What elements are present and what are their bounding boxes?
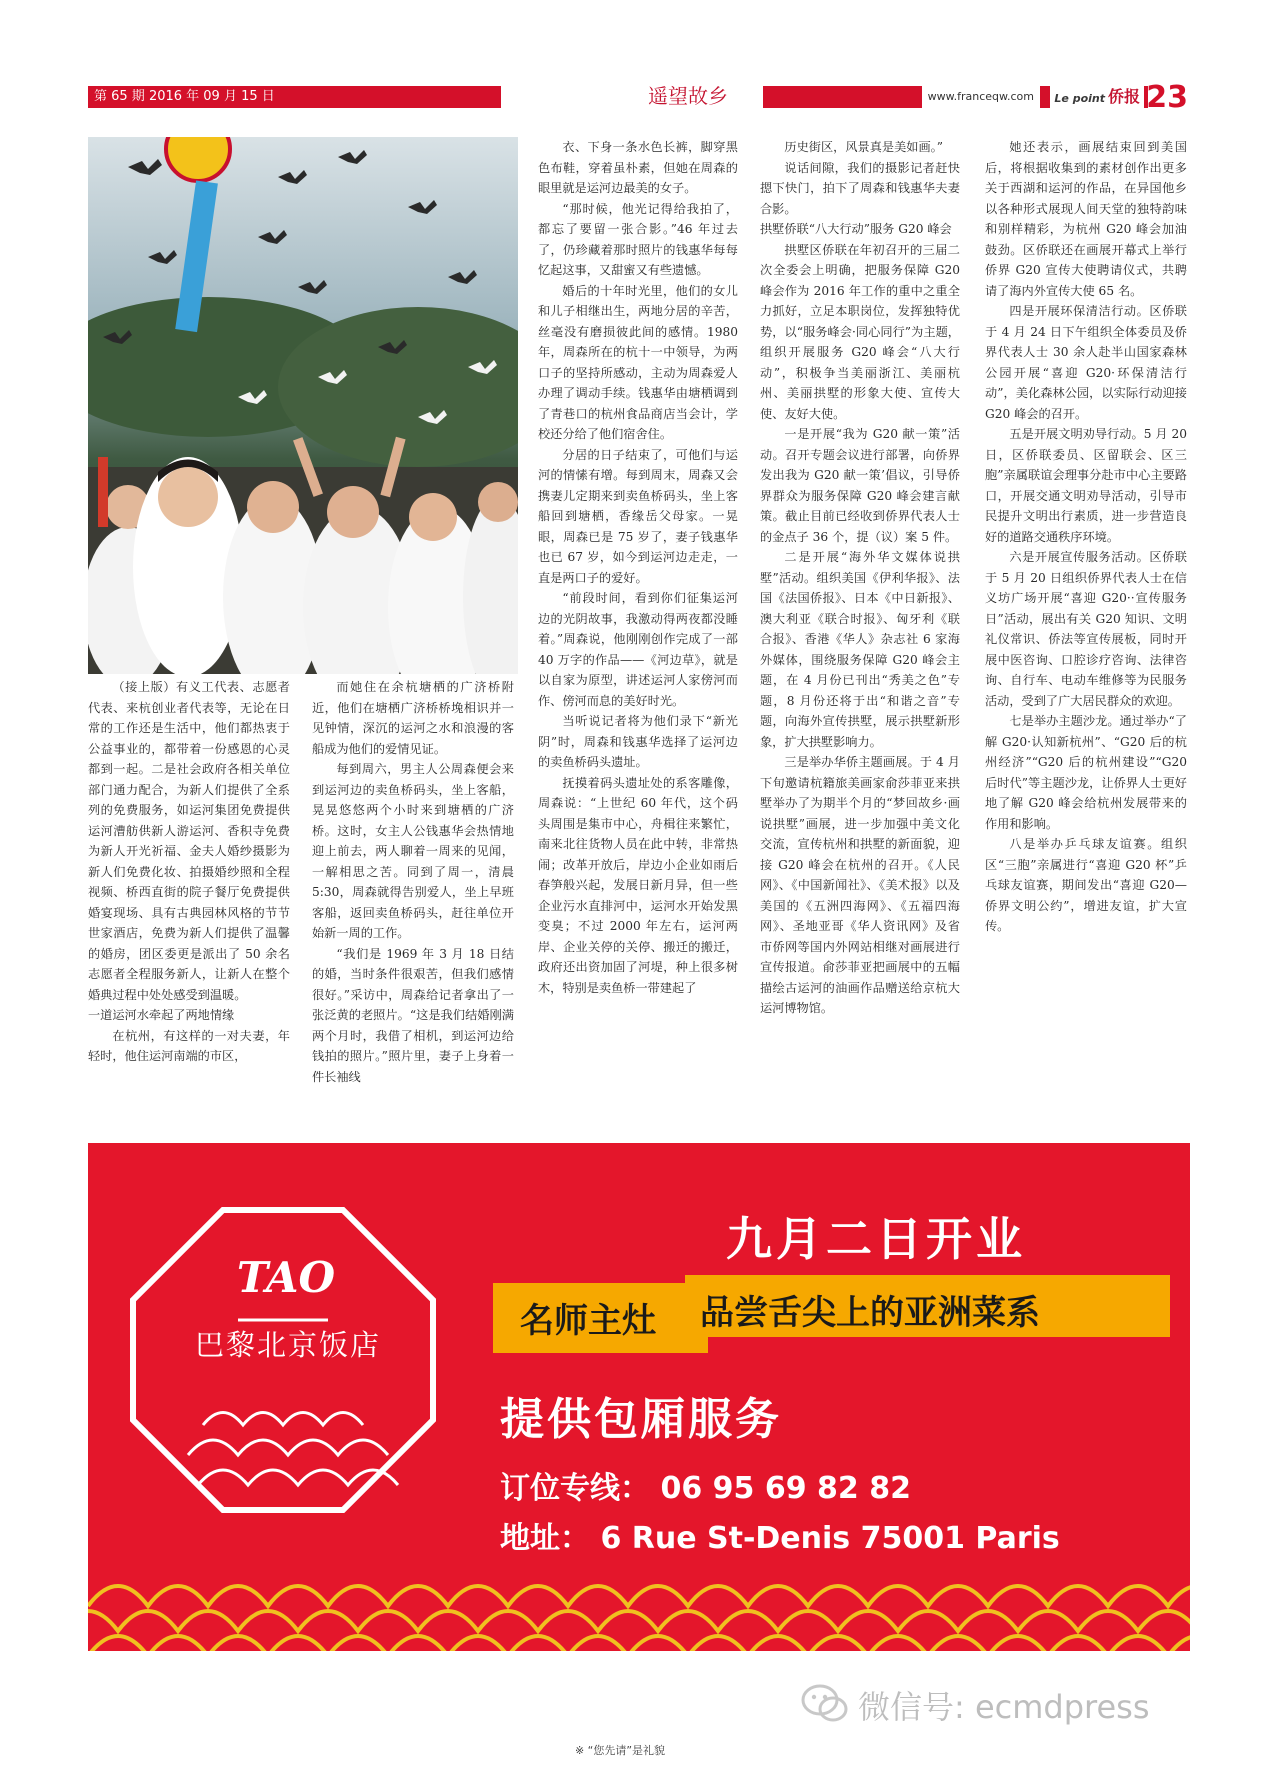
private-room-service: 提供包厢服务 bbox=[500, 1394, 782, 1445]
paragraph: 二是开展“海外华文媒体说拱墅”活动。组织美国《伊利华报》、法国《法国侨报》、日本《中日新报》、澳大利亚《联合时报》、匈牙利《联合报》、香港《华人》杂志社 6 家海外媒体，围绕服务保障 G20 峰会主题，在 4 月份已刊出“秀美之色”专题，8 月份还将于出“和谐之音”专题，向海外宣传拱墅，展示拱墅新形象，扩大拱墅影响力。 bbox=[760, 550, 960, 749]
crowd-releasing-doves-image bbox=[88, 137, 518, 674]
paragraph: 八是举办乒乓球友谊赛。组织区“三胞”亲属进行“喜迎 G20 杯”乒乓球友谊赛，期间发出“喜迎 G20—侨界文明公约”，增进友谊，扩大宣传。 bbox=[985, 837, 1187, 933]
restaurant-advertisement bbox=[88, 1143, 1190, 1651]
article-column-5 bbox=[985, 137, 1187, 937]
paragraph: 五是开展文明劝导行动。5 月 20 日，区侨联委员、区留联会、区三胞”亲属联谊会理事分赴市中心主要路口，开展交通文明劝导活动，引导市民提升文明出行素质，进一步营造良好的道路交通秩序环境。 bbox=[985, 427, 1187, 544]
page-header bbox=[88, 80, 1188, 115]
paragraph: 分居的日子结束了，可他们与运河的情愫有增。每到周末，周森又会携妻儿定期来到卖鱼桥码头，坐上客船回到塘栖，香缘岳父母家。一晃眼，周森已是 75 岁了，妻子钱惠华也已 67 岁，如今到运河边走走，一直是两口子的爱好。 bbox=[538, 447, 738, 585]
restaurant-name: 巴黎北京饭店 bbox=[194, 1328, 381, 1362]
opening-date-headline: 九月二日开业 bbox=[726, 1212, 1026, 1266]
restaurant-address: 地址： 6 Rue St-Denis 75001 Paris bbox=[500, 1521, 1060, 1556]
page-footnote: ※ “您先请”是礼貌 bbox=[574, 1744, 666, 1757]
paragraph: 衣、下身一条水色长裤，脚穿黑色布鞋，穿着虽朴素，但她在周森的眼里就是运河边最美的女子。 bbox=[538, 140, 738, 195]
subheading: 拱墅侨联“八大行动”服务 G20 峰会 bbox=[760, 222, 952, 236]
masthead-bar bbox=[763, 86, 1148, 108]
paragraph: 说话间隙，我们的摄影记者赶快摁下快门，拍下了周森和钱惠华夫妻合影。 bbox=[760, 160, 960, 216]
article-column-1 bbox=[88, 677, 290, 1067]
wechat-id: 微信号: ecmdpress bbox=[858, 1688, 1150, 1726]
article-column-2 bbox=[312, 677, 514, 1087]
wechat-logo-icon bbox=[800, 1678, 850, 1728]
brand-logo-small: Le point bbox=[1054, 92, 1105, 105]
logo-wordmark: TAO bbox=[236, 1253, 336, 1302]
paragraph: 当听说记者将为他们录下“新光阴”时，周森和钱惠华选择了运河边的卖鱼桥码头遗址。 bbox=[538, 714, 738, 769]
page-number: 23 bbox=[1146, 80, 1188, 115]
paragraph: 抚摸着码头遗址处的系客雕像，周森说：“上世纪 60 年代，这个码头周围是集市中心，舟楫往来繁忙，南来北往货物人员在此中转，非常热闹；改革开放后，岸边小企业如雨后春笋般兴起，发展日新月异，但一些企业污水直排河中，运河水开始发黑变臭；不过 2000 年左右，运河两岸、企业关停的关停、搬迁的搬迁，政府还出资加固了河堤，种上很多树木，特别是卖鱼桥一带建起了 bbox=[538, 775, 738, 995]
brand-name: 侨报 bbox=[1107, 87, 1140, 106]
wechat-watermark bbox=[800, 1672, 1240, 1732]
paragraph: “前段时间，看到你们征集运河边的光阴故事，我激动得两夜都没睡着。”周森说，他刚刚创作完成了一部 40 万字的作品——《河边草》，就是以自家为原型，讲述运河人家傍河而作、傍河而息的美好时光。 bbox=[538, 591, 738, 708]
paragraph: 四是开展环保清洁行动。区侨联于 4 月 24 日下午组织全体委员及侨界代表人士 30 余人赴半山国家森林公园开展“喜迎 G20·环保清洁行动”，美化森林公园，以实际行动迎接 G20 峰会的召开。 bbox=[985, 304, 1187, 421]
paragraph: 历史街区，风景真是美如画。” bbox=[784, 140, 943, 154]
article-column-3 bbox=[538, 137, 738, 998]
section-title: 遥望故乡 bbox=[648, 84, 728, 108]
paragraph: 六是开展宣传服务活动。区侨联于 5 月 20 日组织侨界代表人士在信义坊广场开展“喜迎 G20··宣传服务日”活动，展出有关 G20 知识、文明礼仪常识、侨法等宣传展板，同时开展中医咨询、口腔诊疗咨询、法律咨询、自行车、电动车维修等为民服务活动，受到了广大居民群众的欢迎。 bbox=[985, 550, 1187, 708]
article-photo bbox=[88, 137, 518, 674]
chef-label: 名师主灶 bbox=[520, 1301, 656, 1341]
paragraph: 在杭州，有这样的一对夫妻，年轻时，他住运河南端的市区， bbox=[88, 1028, 290, 1063]
newspaper-brand bbox=[1050, 86, 1144, 110]
paragraph: “我们是 1969 年 3 月 18 日结的婚，当时条件很艰苦，但我们感情很好。”采访中，周森给记者拿出了一张泛黄的老照片。“这是我们结婚刚满两个月时，我借了相机，到运河边给钱拍的照片。”照片里，妻子上身着一件长袖线 bbox=[312, 946, 514, 1084]
paragraph: 三是举办华侨主题画展。于 4 月下旬邀请杭籍旅美画家俞莎菲亚来拱墅举办了为期半个月的“梦回故乡·画说拱墅”画展，进一步加强中美文化交流，宣传杭州和拱墅的新面貌，迎接 G20 峰会在杭州的召开。《人民网》、《中国新闻社》、《美术报》以及美国的《五洲四海网》、《五福四海网》、圣地亚哥《华人资讯网》及省市侨网等国内外网站相继对画展进行宣传报道。俞莎菲亚把画展中的五幅描绘古运河的油画作品赠送给京杭大运河博物馆。 bbox=[760, 755, 960, 1015]
reservation-phone[interactable]: 订位专线： 06 95 69 82 82 bbox=[500, 1471, 911, 1506]
paragraph: 拱墅区侨联在年初召开的三届二次全委会上明确，把服务保障 G20 峰会作为 2016 年工作的重中之重全力抓好，立足本职岗位，发挥独特优势，以“服务峰会·同心同行”为主题，组织开展服务 G20 峰会“八大行动”，积极争当美丽浙江、美丽杭州、美丽拱墅的形象大使、宣传大使、友好大使。 bbox=[760, 242, 960, 421]
paragraph: “那时候，他光记得给我拍了，都忘了要留一张合影。”46 年过去了，仍珍藏着那时照片的钱惠华每每忆起这事，又甜蜜又有些遗憾。 bbox=[538, 201, 738, 277]
issue-date-bar: 第 65 期 2016 年 09 月 15 日 bbox=[88, 86, 501, 108]
paragraph: 一是开展“我为 G20 献一策”活动。召开专题会议进行部署，向侨界发出我为 G20 献一策’倡议，引导侨界群众为服务保障 G20 峰会建言献策。截止目前已经收到侨界代表人士的金点子 36 个，提（议）案 5 件。 bbox=[760, 427, 960, 544]
slogan-text: 品尝舌尖上的亚洲菜系 bbox=[700, 1293, 1040, 1333]
article-column-4 bbox=[760, 137, 960, 1019]
paragraph: 每到周六，男主人公周森便会来到运河边的卖鱼桥码头，坐上客船，晃晃悠悠两个小时来到塘栖的广济桥。这时，女主人公钱惠华会热情地迎上前去，两人聊着一周来的见闻，一解相思之苦。同到了周一，清晨 5:30，周森就得告别爱人，坐上早班客船，返回卖鱼桥码头，赶往单位开始新一周的工作。 bbox=[312, 762, 514, 940]
paragraph: 她还表示，画展结束回到美国后，将根据收集到的素材创作出更多关于西湖和运河的作品，在异国他乡以各种形式展现人间天堂的独特韵味和别样精彩，为杭州 G20 峰会加油鼓劲。区侨联还在画展开幕式上举行侨界 G20 宣传大使聘请仪式，共聘请了海内外宣传大使 65 名。 bbox=[985, 140, 1187, 298]
subheading: 一道运河水牵起了两地情缘 bbox=[88, 1008, 235, 1022]
paragraph: 婚后的十年时光里，他们的女儿和儿子相继出生，两地分居的辛苦，丝毫没有磨损彼此间的感情。1980 年，周森所在的杭十一中领导，为两口子的坚持所感动，主动为周森爱人办理了调动手续。钱惠华由塘栖调到了青巷口的杭州食品商店当会计，学校还分给了他们宿舍住。 bbox=[538, 283, 738, 441]
wave-pattern-decoration bbox=[88, 1546, 1190, 1651]
paragraph: 而她住在余杭塘栖的广济桥附近，他们在塘栖广济桥桥堍相识并一见钟情，深沉的运河之水和浪漫的客船成为他们的爱情见证。 bbox=[312, 680, 514, 756]
website-url[interactable]: www.franceqw.com bbox=[922, 86, 1040, 108]
paragraph: 七是举办主题沙龙。通过举办“了解 G20·认知新杭州”、“G20 后的杭州经济”“G20 后的杭州建设”“G20 后时代”等主题沙龙，让侨界人士更好地了解 G20 峰会给杭州发展带来的作用和影响。 bbox=[985, 714, 1187, 831]
paragraph: （接上版）有义工代表、志愿者代表、来杭创业者代表等，无论在日常的工作还是生活中，他们都热衷于公益事业的，都带着一份感恩的心灵都到一起。二是社会政府各相关单位部门通力配合，为新人们提供了全系列的免费服务，如运河集团免费提供运河漕舫供新人游运河、香积寺免费为新人开光祈福、金夫人婚纱摄影为新人们免费化妆、拍摄婚纱照和全程视频、桥西直街的院子餐厅免费提供婚宴现场、具有古典园林风格的节节世家酒店，免费为新人们提供了温馨的婚房，团区委更是派出了 50 余名志愿者全程服务新人，让新人在整个婚典过程中处处感受到温暖。 bbox=[88, 680, 290, 1002]
